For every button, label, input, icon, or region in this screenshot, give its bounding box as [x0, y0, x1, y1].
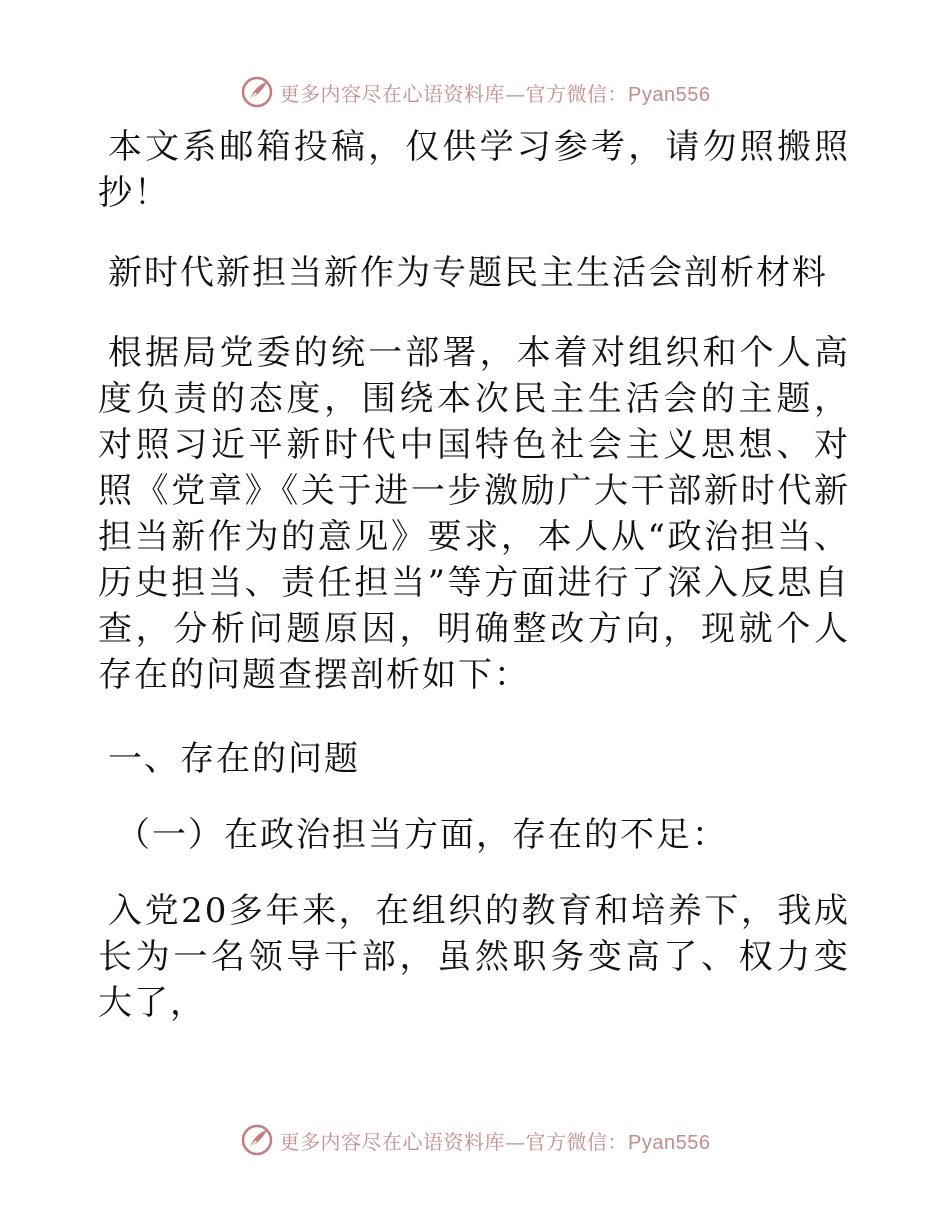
footer-watermark-banner: [0, 1120, 950, 1160]
body-paragraph: 入党20多年来，在组织的教育和培养下，我成长为一名领导干部，虽然职务变高了、权力变大了，: [98, 891, 850, 1023]
subsection-heading: （一）在政治担当方面，存在的不足：: [116, 815, 728, 855]
wechat-id: Pyan556: [628, 1131, 711, 1154]
feather-logo-icon: [240, 1123, 274, 1157]
header-watermark-text: 更多内容尽在心语资料库—官方微信：Pyan556: [279, 81, 711, 106]
wechat-id: Pyan556: [628, 83, 711, 106]
header-watermark-banner: [0, 72, 950, 112]
document-body: [98, 124, 850, 1026]
section-heading: 一、存在的问题: [108, 739, 360, 779]
feather-logo-icon: [240, 75, 274, 109]
copyright-notice: 本文系邮箱投稿，仅供学习参考，请勿照搬照抄！: [98, 127, 850, 213]
document-title: 新时代新担当新作为专题民主生活会剖析材料: [108, 253, 828, 293]
footer-watermark-text: 更多内容尽在心语资料库—官方微信：Pyan556: [279, 1129, 711, 1154]
intro-paragraph: 根据局党委的统一部署，本着对组织和个人高度负责的态度，围绕本次民主生活会的主题，对照习近平新时代中国特色社会主义思想、对照《党章》《关于进一步激励广大干部新时代新担当新作为的意见》要求，本人从“政治担当、历史担当、责任担当”等方面进行了深入反思自查，分析问题原因，明确整改方向，现就个人存在的问题查摆剖析如下：: [98, 333, 850, 695]
